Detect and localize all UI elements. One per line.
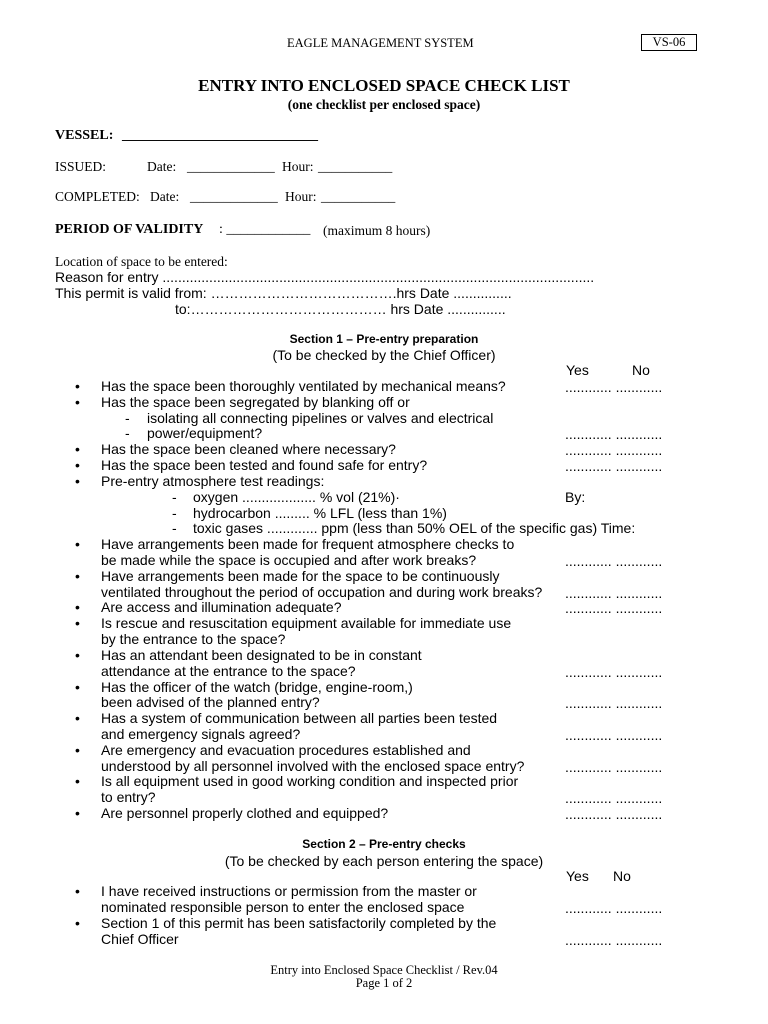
- s1-item-14-yes-no-answer[interactable]: ............ ............: [565, 600, 663, 616]
- s1-item-26-text: to entry?: [101, 789, 156, 805]
- reason-line: Reason for entry ...............................................................................................................: [55, 269, 595, 285]
- bullet-marker: •: [75, 647, 80, 663]
- completed-date-field[interactable]: _____________: [190, 189, 278, 204]
- dash-marker: -: [172, 520, 177, 536]
- by-label: By:: [565, 489, 586, 505]
- completed-hour-field[interactable]: ___________: [321, 189, 396, 204]
- s1-item-7-text: oxygen ................... % vol (21%)·: [193, 489, 400, 505]
- s1-item-18-yes-no-answer[interactable]: ............ ............: [565, 664, 663, 680]
- section-1-note: (To be checked by the Chief Officer): [272, 347, 496, 363]
- s1-item-22-yes-no-answer[interactable]: ............ ............: [565, 727, 663, 743]
- valid-to-line: to:…………………………………… hrs Date ...............: [175, 301, 506, 317]
- s1-item-12-text: Have arrangements been made for the space to be continuously: [101, 568, 500, 584]
- s1-item-3-text: power/equipment?: [147, 425, 263, 441]
- completed-date-label: Date:: [150, 189, 180, 204]
- bullet-marker: •: [75, 568, 80, 584]
- s1-item-14-text: Are access and illumination adequate?: [101, 599, 342, 615]
- bullet-marker: •: [75, 805, 80, 821]
- s1-item-5-text: Has the space been tested and found safe for entry?: [101, 457, 428, 473]
- s1-item-9-text: toxic gases ............. ppm (less than 50% OEL of the specific gas) Time:: [193, 520, 636, 536]
- s1-item-16-text: by the entrance to the space?: [101, 631, 286, 647]
- valid-from-line: This permit is valid from: ………………………………….hrs Date ...............: [55, 285, 512, 301]
- s1-item-26-yes-no-answer[interactable]: ............ ............: [565, 790, 663, 806]
- bullet-marker: •: [75, 536, 80, 552]
- issued-date-field[interactable]: _____________: [187, 159, 275, 174]
- s1-item-6-text: Pre-entry atmosphere test readings:: [101, 473, 325, 489]
- s1-item-19-text: Has the officer of the watch (bridge, engine-room,): [101, 679, 413, 695]
- s2-item-3-yes-no-answer[interactable]: ............ ............: [565, 932, 663, 948]
- page-subtitle: (one checklist per enclosed space): [287, 97, 481, 112]
- dash-marker: -: [125, 425, 130, 441]
- section-2-yes-header: Yes: [566, 868, 589, 884]
- system-name: EAGLE MANAGEMENT SYSTEM: [287, 36, 474, 50]
- s1-item-2-text: isolating all connecting pipelines or valves and electrical: [147, 410, 494, 426]
- s1-item-24-yes-no-answer[interactable]: ............ ............: [565, 759, 663, 775]
- validity-note: (maximum 8 hours): [323, 223, 431, 238]
- s1-item-20-yes-no-answer[interactable]: ............ ............: [565, 695, 663, 711]
- section-2-note: (To be checked by each person entering the space): [224, 853, 544, 869]
- bullet-marker: •: [75, 742, 80, 758]
- section-1-yes-header: Yes: [566, 362, 589, 378]
- s1-item-11-text: be made while the space is occupied and after work breaks?: [101, 552, 477, 568]
- completed-label: COMPLETED:: [55, 189, 140, 204]
- s1-item-13-yes-no-answer[interactable]: ............ ............: [565, 585, 663, 601]
- section-2-heading: Section 2 – Pre-entry checks: [302, 837, 466, 851]
- bullet-marker: •: [75, 599, 80, 615]
- doc-id-box: VS-06: [641, 34, 697, 51]
- issued-date-label: Date:: [147, 159, 177, 174]
- section-1-heading: Section 1 – Pre-entry preparation: [289, 332, 479, 346]
- bullet-marker: •: [75, 441, 80, 457]
- s1-item-0-text: Has the space been thoroughly ventilated by mechanical means?: [101, 378, 506, 394]
- s1-item-3-yes-no-answer[interactable]: ............ ............: [565, 426, 663, 442]
- s2-item-1-text: nominated responsible person to enter the enclosed space: [101, 899, 465, 915]
- s1-item-17-text: Has an attendant been designated to be in constant: [101, 647, 422, 663]
- s1-item-22-text: and emergency signals agreed?: [101, 726, 301, 742]
- dash-marker: -: [172, 489, 177, 505]
- footer-doc-rev: Entry into Enclosed Space Checklist / Rev.04: [270, 963, 498, 977]
- dash-marker: -: [125, 410, 130, 426]
- section-1-no-header: No: [632, 362, 650, 378]
- s2-item-2-text: Section 1 of this permit has been satisfactorily completed by the: [101, 915, 497, 931]
- s1-item-8-text: hydrocarbon ......... % LFL (less than 1%): [193, 505, 447, 521]
- bullet-marker: •: [75, 883, 80, 899]
- s1-item-27-yes-no-answer[interactable]: ............ ............: [565, 806, 663, 822]
- s1-item-20-text: been advised of the planned entry?: [101, 694, 320, 710]
- validity-label: PERIOD OF VALIDITY: [55, 222, 204, 237]
- issued-label: ISSUED:: [55, 159, 107, 174]
- s1-item-0-yes-no-answer[interactable]: ............ ............: [565, 379, 663, 395]
- s1-item-5-yes-no-answer[interactable]: ............ ............: [565, 458, 663, 474]
- issued-hour-field[interactable]: ___________: [318, 159, 393, 174]
- bullet-marker: •: [75, 457, 80, 473]
- location-line: Location of space to be entered:: [55, 254, 228, 269]
- s1-item-4-yes-no-answer[interactable]: ............ ............: [565, 442, 663, 458]
- bullet-marker: •: [75, 773, 80, 789]
- vessel-field[interactable]: ____________________________: [122, 128, 318, 143]
- s1-item-23-text: Are emergency and evacuation procedures established and: [101, 742, 471, 758]
- vessel-label: VESSEL:: [55, 128, 114, 143]
- s1-item-27-text: Are personnel properly clothed and equipped?: [101, 805, 389, 821]
- s1-item-24-text: understood by all personnel involved with the enclosed space entry?: [101, 758, 525, 774]
- page-title: ENTRY INTO ENCLOSED SPACE CHECK LIST: [198, 76, 570, 95]
- bullet-marker: •: [75, 710, 80, 726]
- validity-field[interactable]: : ____________: [219, 222, 311, 237]
- s1-item-25-text: Is all equipment used in good working condition and inspected prior: [101, 773, 519, 789]
- s2-item-1-yes-no-answer[interactable]: ............ ............: [565, 900, 663, 916]
- dash-marker: -: [172, 505, 177, 521]
- s2-item-3-text: Chief Officer: [101, 931, 179, 947]
- s1-item-21-text: Has a system of communication between all parties been tested: [101, 710, 498, 726]
- s1-item-18-text: attendance at the entrance to the space?: [101, 663, 356, 679]
- section-2-no-header: No: [613, 868, 631, 884]
- s1-item-11-yes-no-answer[interactable]: ............ ............: [565, 553, 663, 569]
- bullet-marker: •: [75, 473, 80, 489]
- bullet-marker: •: [75, 378, 80, 394]
- bullet-marker: •: [75, 394, 80, 410]
- s2-item-0-text: I have received instructions or permission from the master or: [101, 883, 477, 899]
- completed-hour-label: Hour:: [285, 189, 317, 204]
- issued-hour-label: Hour:: [282, 159, 314, 174]
- footer-page-number: Page 1 of 2: [355, 976, 413, 990]
- s1-item-4-text: Has the space been cleaned where necessary?: [101, 441, 396, 457]
- bullet-marker: •: [75, 679, 80, 695]
- s1-item-15-text: Is rescue and resuscitation equipment available for immediate use: [101, 615, 512, 631]
- bullet-marker: •: [75, 615, 80, 631]
- s1-item-13-text: ventilated throughout the period of occupation and during work breaks?: [101, 584, 543, 600]
- bullet-marker: •: [75, 915, 80, 931]
- s1-item-1-text: Has the space been segregated by blanking off or: [101, 394, 410, 410]
- s1-item-10-text: Have arrangements been made for frequent atmosphere checks to: [101, 536, 515, 552]
